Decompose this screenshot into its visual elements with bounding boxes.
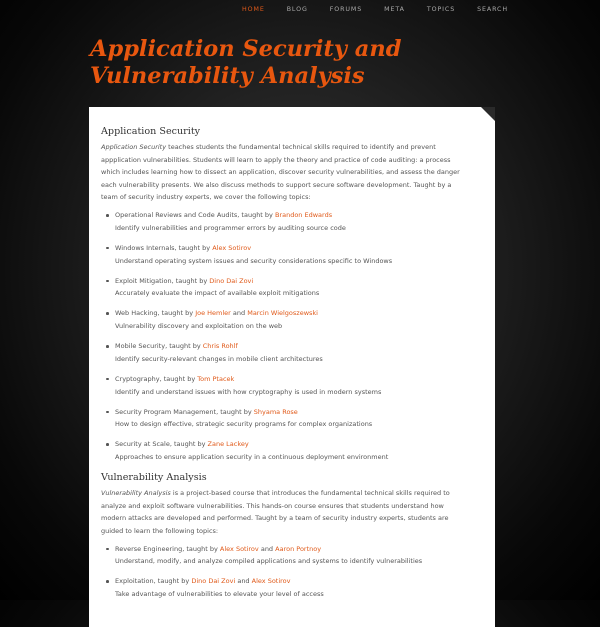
- topic-title-line: [115, 406, 483, 419]
- topic-description: Approaches to ensure application security in a continuous deployment environment: [115, 453, 389, 462]
- vuln-intro-line-1: [101, 487, 483, 500]
- topic-title: Windows Internals, taught by: [115, 243, 213, 252]
- appsec-topic-list: [101, 209, 483, 464]
- page-title: [90, 36, 490, 90]
- topic-title: Security Program Management, taught by: [115, 407, 254, 416]
- top-navigation: [0, 0, 600, 18]
- appsec-intro-em: Application Security: [101, 143, 167, 151]
- instructor-link[interactable]: Brandon Edwards: [274, 210, 333, 219]
- vuln-intro-em: Vulnerability Analysis: [101, 489, 171, 498]
- topic-description: Accurately evaluate the impact of available exploit mitigations: [115, 289, 320, 298]
- nav-meta[interactable]: META: [384, 5, 405, 13]
- appsec-intro-line-3: which includes learning how to dissect an application, discover security vulnerabilities, and assess the danger: [101, 168, 460, 177]
- topic-title: Mobile Security, taught by: [115, 342, 203, 351]
- nav-home[interactable]: HOME: [242, 5, 265, 13]
- topic-title: Cryptography, taught by: [115, 374, 198, 383]
- topic-title-line: [115, 307, 483, 320]
- appsec-intro-line-1: [101, 141, 483, 154]
- topic-description: How to design effective, strategic security programs for complex organizations: [115, 420, 373, 429]
- topic-title-line: [115, 543, 483, 556]
- vuln-heading: Vulnerability Analysis: [101, 472, 207, 484]
- instructor-link[interactable]: Alex Sotirov: [212, 243, 252, 252]
- list-item: [106, 307, 483, 333]
- topic-title: Operational Reviews and Code Audits, taught by: [115, 210, 275, 219]
- nav-forums[interactable]: FORUMS: [329, 5, 363, 13]
- topic-title: Security at Scale, taught by: [115, 440, 208, 449]
- list-item: [106, 543, 483, 569]
- instructor-link[interactable]: Joe Hemler: [195, 309, 231, 318]
- topic-title-line: [115, 438, 483, 451]
- appsec-intro-line-2: appplication vulnerabilities. Students will learn to apply the theory and practice of code auditing: a process: [101, 155, 451, 164]
- topic-title-line: [115, 242, 483, 255]
- topic-title-line: [115, 373, 483, 386]
- instructor-link[interactable]: Alex Sotirov: [251, 577, 291, 586]
- nav-search[interactable]: SEARCH: [477, 5, 508, 13]
- topic-title: Exploitation, taught by: [115, 577, 192, 586]
- instructor-link[interactable]: Dino Dai Zovi: [209, 276, 254, 285]
- list-item: [106, 275, 483, 301]
- topic-description: Take advantage of vulnerabilities to elevate your level of access: [115, 590, 324, 599]
- page-title-line-2: Vulnerability Analysis: [90, 63, 365, 89]
- instructor-link[interactable]: Zane Lackey: [207, 440, 249, 449]
- instructor-link[interactable]: Shyama Rose: [253, 407, 298, 416]
- topic-title: Exploit Mitigation, taught by: [115, 276, 210, 285]
- vuln-intro: [101, 487, 483, 537]
- page-title-line-1: Application Security and: [90, 36, 402, 62]
- topic-title-line: [115, 275, 483, 288]
- instructor-link[interactable]: Aaron Portnoy: [275, 544, 322, 553]
- content-panel: [89, 107, 495, 627]
- list-item: [106, 242, 483, 268]
- list-item: [106, 373, 483, 399]
- list-item: [106, 340, 483, 366]
- instructor-link[interactable]: Dino Dai Zovi: [191, 577, 236, 586]
- topic-description: Identify and understand issues with how cryptography is used in modern systems: [115, 387, 382, 396]
- nav-topics[interactable]: TOPICS: [426, 5, 456, 13]
- conjunction: and: [258, 544, 276, 553]
- topic-title-line: [115, 575, 483, 588]
- topic-title: Reverse Engineering, taught by: [115, 544, 220, 553]
- nav-blog[interactable]: BLOG: [286, 5, 308, 13]
- instructor-link[interactable]: Alex Sotirov: [219, 544, 259, 553]
- appsec-intro-text-1: teaches students the fundamental technical skills required to identify and prevent: [166, 143, 436, 151]
- vuln-intro-text-1: is a project-based course that introduces the fundamental technical skills required to: [170, 489, 450, 498]
- conjunction: and: [235, 577, 252, 586]
- instructor-link[interactable]: Chris Rohlf: [202, 342, 238, 351]
- list-item: [106, 406, 483, 432]
- topic-description: Vulnerability discovery and exploitation on the web: [115, 322, 283, 331]
- list-item: [106, 575, 483, 601]
- topic-title: Web Hacking, taught by: [115, 309, 196, 318]
- topic-title-line: [115, 340, 483, 353]
- topic-title-line: [115, 209, 483, 222]
- instructor-link[interactable]: Tom Ptacek: [197, 374, 235, 383]
- vuln-intro-line-2: analyze and exploit software vulnerabilities. This hands-on course ensures that students understand how: [101, 501, 444, 510]
- list-item: [106, 438, 483, 464]
- topic-description: Understand, modify, and analyze compiled applications and systems to identify vulnerabilities: [115, 557, 423, 566]
- vuln-intro-line-4: guided to learn the following topics:: [101, 527, 219, 535]
- vuln-topic-list: [101, 543, 483, 601]
- topic-description: Identify vulnerabilities and programmer errors by auditing source code: [115, 223, 346, 232]
- appsec-intro-line-4: each vulnerability presents. We also discuss methods to support secure software development. Taught by a: [101, 180, 452, 189]
- vuln-intro-line-3: modern attacks are developed and performed. Taught by a team of security industry experts, students are: [101, 514, 449, 523]
- appsec-heading: Application Security: [101, 126, 201, 137]
- list-item: [106, 209, 483, 235]
- topic-description: Understand operating system issues and security considerations specific to Windows: [115, 256, 393, 265]
- instructor-link[interactable]: Marcin Wielgoszewski: [247, 309, 318, 318]
- topic-description: Identify security-relevant changes in mobile client architectures: [115, 354, 323, 363]
- conjunction: and: [230, 309, 248, 318]
- appsec-intro: [101, 141, 483, 204]
- appsec-intro-line-5: team of security industry experts, we cover the following topics:: [101, 193, 311, 202]
